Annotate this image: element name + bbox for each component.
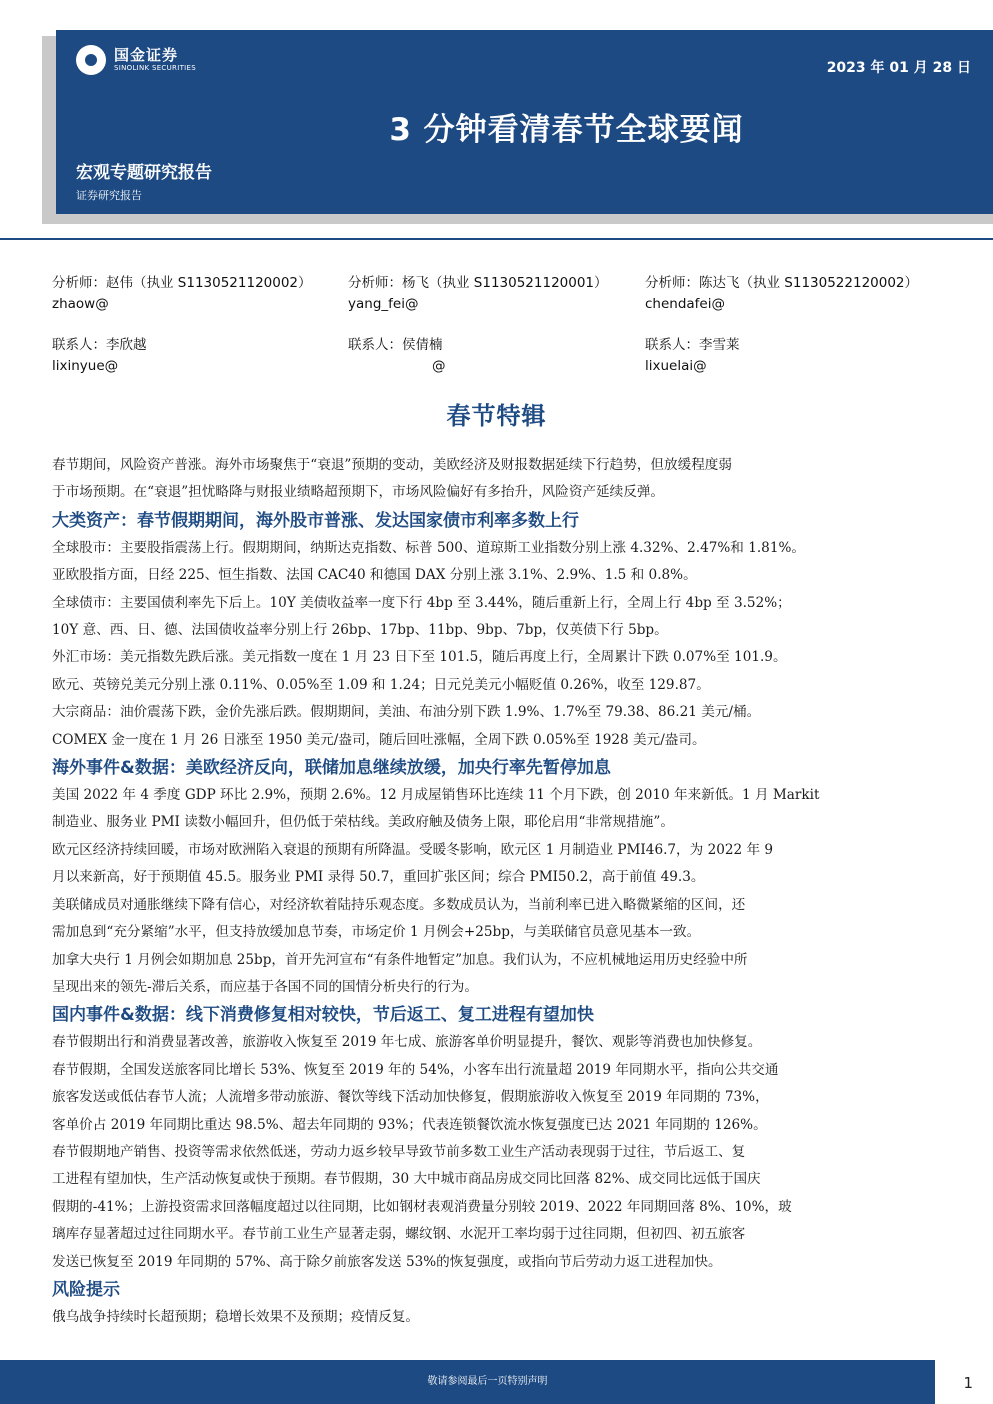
paragraph-line: 全球债市：主要国债利率先下后上。10Y 美债收益率一度下行 4bp 至 3.44%，随后重新上行，全周上行 4bp 至 3.52%； [52, 594, 791, 611]
logo-name-cn: 国金证券 [114, 46, 179, 64]
contact-name: 联系人：李欣越 [52, 337, 147, 353]
section-heading: 海外事件&数据：美欧经济反向，联储加息继续放缓，加央行率先暂停加息 [52, 758, 611, 779]
contact-email: lixinyue@ [52, 358, 119, 374]
paragraph-line: 璃库存显著超过过往同期水平。春节前工业生产显著走弱，螺纹钢、水泥开工率均弱于过往同期，但初四、初五旅客 [52, 1226, 746, 1243]
analyst-email: chendafei@ [645, 296, 725, 312]
paragraph-line: 春节假期出行和消费显著改善，旅游收入恢复至 2019 年七成、旅游客单价明显提升，餐饮、观影等消费也加快修复。 [52, 1034, 762, 1051]
section-heading: 风险提示 [52, 1279, 120, 1300]
analyst-name: 分析师：杨飞（执业 S1130521120001） [348, 275, 608, 291]
contact-name: 联系人：李雪莱 [645, 337, 740, 353]
paragraph-line: 欧元区经济持续回暖，市场对欧洲陷入衰退的预期有所降温。受暖冬影响，欧元区 1 月制造业 PMI46.7，为 2022 年 9 [52, 841, 774, 858]
contact-email: @ [432, 358, 446, 374]
report-body [52, 452, 942, 1331]
paragraph-line: 客单价占 2019 年同期比重达 98.5%、超去年同期的 93%；代表连锁餐饮流水恢复强度已达 2021 年同期的 126%。 [52, 1116, 767, 1133]
company-logo [76, 45, 196, 75]
paragraph-line: COMEX 金一度在 1 月 26 日涨至 1950 美元/盎司，随后回吐涨幅，全周下跌 0.05%至 1928 美元/盎司。 [52, 731, 706, 748]
report-date: 2023 年 01 月 28 日 [826, 60, 971, 76]
paragraph-line: 美联储成员对通胀继续下降有信心，对经济软着陆持乐观态度。多数成员认为，当前利率已进入略微紧缩的区间，还 [52, 896, 746, 913]
report-subtype: 证券研究报告 [76, 189, 142, 202]
paragraph-line: 需加息到“充分紧缩”水平，但支持放缓加息节奏，市场定价 1 月例会+25bp，与美联储官员意见基本一致。 [52, 924, 701, 941]
paragraph-line: 外汇市场：美元指数先跌后涨。美元指数一度在 1 月 23 日下至 101.5，随后再度上行，全周累计下跌 0.07%至 101.9。 [52, 649, 787, 666]
paragraph-line: 制造业、服务业 PMI 读数小幅回升，但仍低于荣枯线。美政府触及债务上限，耶伦启用“非常规措施”。 [52, 814, 674, 831]
analyst-name: 分析师：赵伟（执业 S1130521120002） [52, 275, 312, 291]
contact-name: 联系人：侯倩楠 [348, 337, 443, 353]
footer-notice: 敬请参阅最后一页特别声明 [0, 1360, 935, 1404]
analyst-name: 分析师：陈达飞（执业 S1130522120002） [645, 275, 919, 291]
analyst-email: zhaow@ [52, 296, 109, 312]
logo-name-en: SINOLINK SECURITIES [114, 64, 196, 72]
paragraph-line: 春节假期，全国发送旅客同比增长 53%、恢复至 2019 年的 54%，小客车出行流量超 2019 年同期水平，指向公共交通 [52, 1061, 779, 1078]
paragraph-line: 俄乌战争持续时长超预期；稳增长效果不及预期；疫情反复。 [52, 1308, 420, 1325]
paragraph-line: 全球股市：主要股指震荡上行。假期期间，纳斯达克指数、标普 500、道琼斯工业指数分别上涨 4.32%、2.47%和 1.81%。 [52, 539, 805, 556]
paragraph-line: 春节假期地产销售、投资等需求依然低迷，劳动力返乡较早导致节前多数工业生产活动表现弱于过往，节后返工、复 [52, 1143, 746, 1160]
paragraph-line: 10Y 意、西、日、德、法国债收益率分别上行 26bp、17bp、11bp、9bp、7bp，仅英债下行 5bp。 [52, 622, 668, 639]
page-number: 1 [963, 1374, 973, 1392]
paragraph-line: 工进程有望加快，生产活动恢复或快于预期。春节假期，30 大中城市商品房成交同比回落 82%、成交同比远低于国庆 [52, 1171, 761, 1188]
logo-mark-icon [76, 45, 106, 75]
header-rule [0, 238, 993, 240]
paragraph-line: 欧元、英镑兑美元分别上涨 0.11%、0.05%至 1.09 和 1.24；日元兑美元小幅贬值 0.26%，收至 129.87。 [52, 676, 710, 693]
paragraph-line: 于市场预期。在“衰退”担忧略降与财报业绩略超预期下，市场风险偏好有多抬升，风险资产延续反弹。 [52, 484, 665, 501]
paragraph-line: 月以来新高，好于预期值 45.5。服务业 PMI 录得 50.7，重回扩张区间；综合 PMI50.2，高于前值 49.3。 [52, 869, 705, 886]
paragraph-line: 旅客发送或低估春节人流；人流增多带动旅游、餐饮等线下活动加快修复，假期旅游收入恢复至 2019 年同期的 73%， [52, 1089, 769, 1106]
paragraph-line: 美国 2022 年 4 季度 GDP 环比 2.9%，预期 2.6%。12 月成屋销售环比连续 11 个月下跌，创 2010 年来新低。1 月 Markit [52, 787, 820, 804]
paragraph-line: 发送已恢复至 2019 年同期的 57%、高于除夕前旅客发送 53%的恢复强度，或指向节后劳动力返工进程加快。 [52, 1253, 722, 1270]
paragraph-line: 呈现出来的领先-滞后关系，而应基于各国不同的国情分析央行的行为。 [52, 978, 478, 995]
report-title: 3 分钟看清春节全球要闻 [389, 112, 744, 148]
contact-email: lixuelai@ [645, 358, 707, 374]
section-heading: 大类资产：春节假期期间，海外股市普涨、发达国家债市利率多数上行 [52, 510, 579, 531]
paragraph-line: 假期的-41%；上游投资需求回落幅度超过以往同期，比如钢材表观消费量分别较 2019、2022 年同期回落 8%、10%，玻 [52, 1198, 792, 1215]
section-heading: 国内事件&数据：线下消费修复相对较快，节后返工、复工进程有望加快 [52, 1005, 594, 1026]
section-title: 春节特辑 [446, 402, 547, 430]
paragraph-line: 亚欧股指方面，日经 225、恒生指数、法国 CAC40 和德国 DAX 分别上涨 3.1%、2.9%、1.5 和 0.8%。 [52, 567, 697, 584]
analyst-block [52, 273, 312, 377]
analyst-email: yang_fei@ [348, 296, 419, 312]
paragraph-line: 春节期间，风险资产普涨。海外市场聚焦于“衰退”预期的变动，美欧经济及财报数据延续下行趋势，但放缓程度弱 [52, 457, 732, 473]
paragraph-line: 大宗商品：油价震荡下跌，金价先涨后跌。假期期间，美油、布油分别下跌 1.9%、1.7%至 79.38、86.21 美元/桶。 [52, 704, 761, 721]
paragraph-line: 加拿大央行 1 月例会如期加息 25bp，首开先河宣布“有条件地暂定”加息。我们认为，不应机械地运用历史经验中所 [52, 951, 748, 968]
analyst-block [645, 273, 918, 377]
analyst-block [348, 273, 608, 377]
report-type: 宏观专题研究报告 [76, 163, 212, 183]
